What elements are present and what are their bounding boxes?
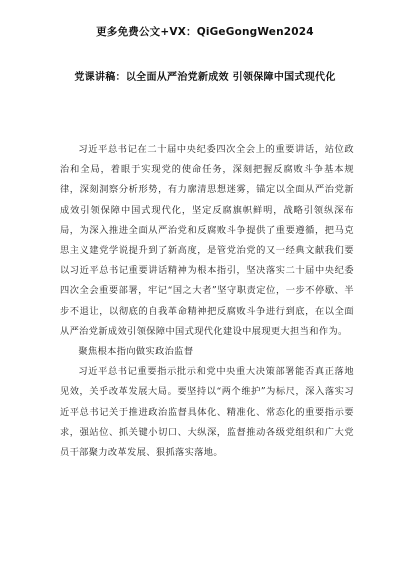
body-paragraph-2: 习近平总书记重要指示批示和党中央重大决策部署能否真正落地见效，关乎改革发展大局。要坚持以“两个维护”为标尺，深入落实习近平总书记关于推进政治监督具体化、精准化、常态化的重要指示要求，强站位、抓关键小切口、大纵深，监督推动各级党组织和广大党员干部聚力改革发展、狠抓落实落地。	[60, 366, 354, 459]
document-body	[60, 140, 354, 463]
body-paragraph-1: 习近平总书记在二十届中央纪委四次全会上的重要讲话，站位政治和全局，着眼于实现党的使命任务，深刻把握反腐败斗争基本规律，深刻洞察分析形势，有力廓清思想迷雾，锚定以全面从严治党新成效引领保障中国式现代化，坚定反腐旗帜鲜明，战略引领纵深布局，为深入推进全面从严治党和反腐败斗争提供了重要遵循，把马克思主义建党学说提升到了新高度，是管党治党的又一经典文献我们要以习近平总书记重要讲话精神为根本指引，坚决落实二十届中央纪委四次全会重要部署，牢记“国之大者”坚守职责定位，一步不停歇、半步不退让，以彻底的自我革命精神把反腐败斗争进行到底，在以全面从严治党新成效引领保障中国式现代化建设中展现更大担当和作为。	[60, 144, 354, 337]
watermark-header: 更多免费公文+VX：QiGeGongWen2024	[96, 26, 314, 38]
document-title: 党课讲稿：以全面从严治党新成效 引领保障中国式现代化	[74, 72, 336, 83]
section-subheading: 聚焦根本指向做实政治监督	[78, 346, 194, 358]
